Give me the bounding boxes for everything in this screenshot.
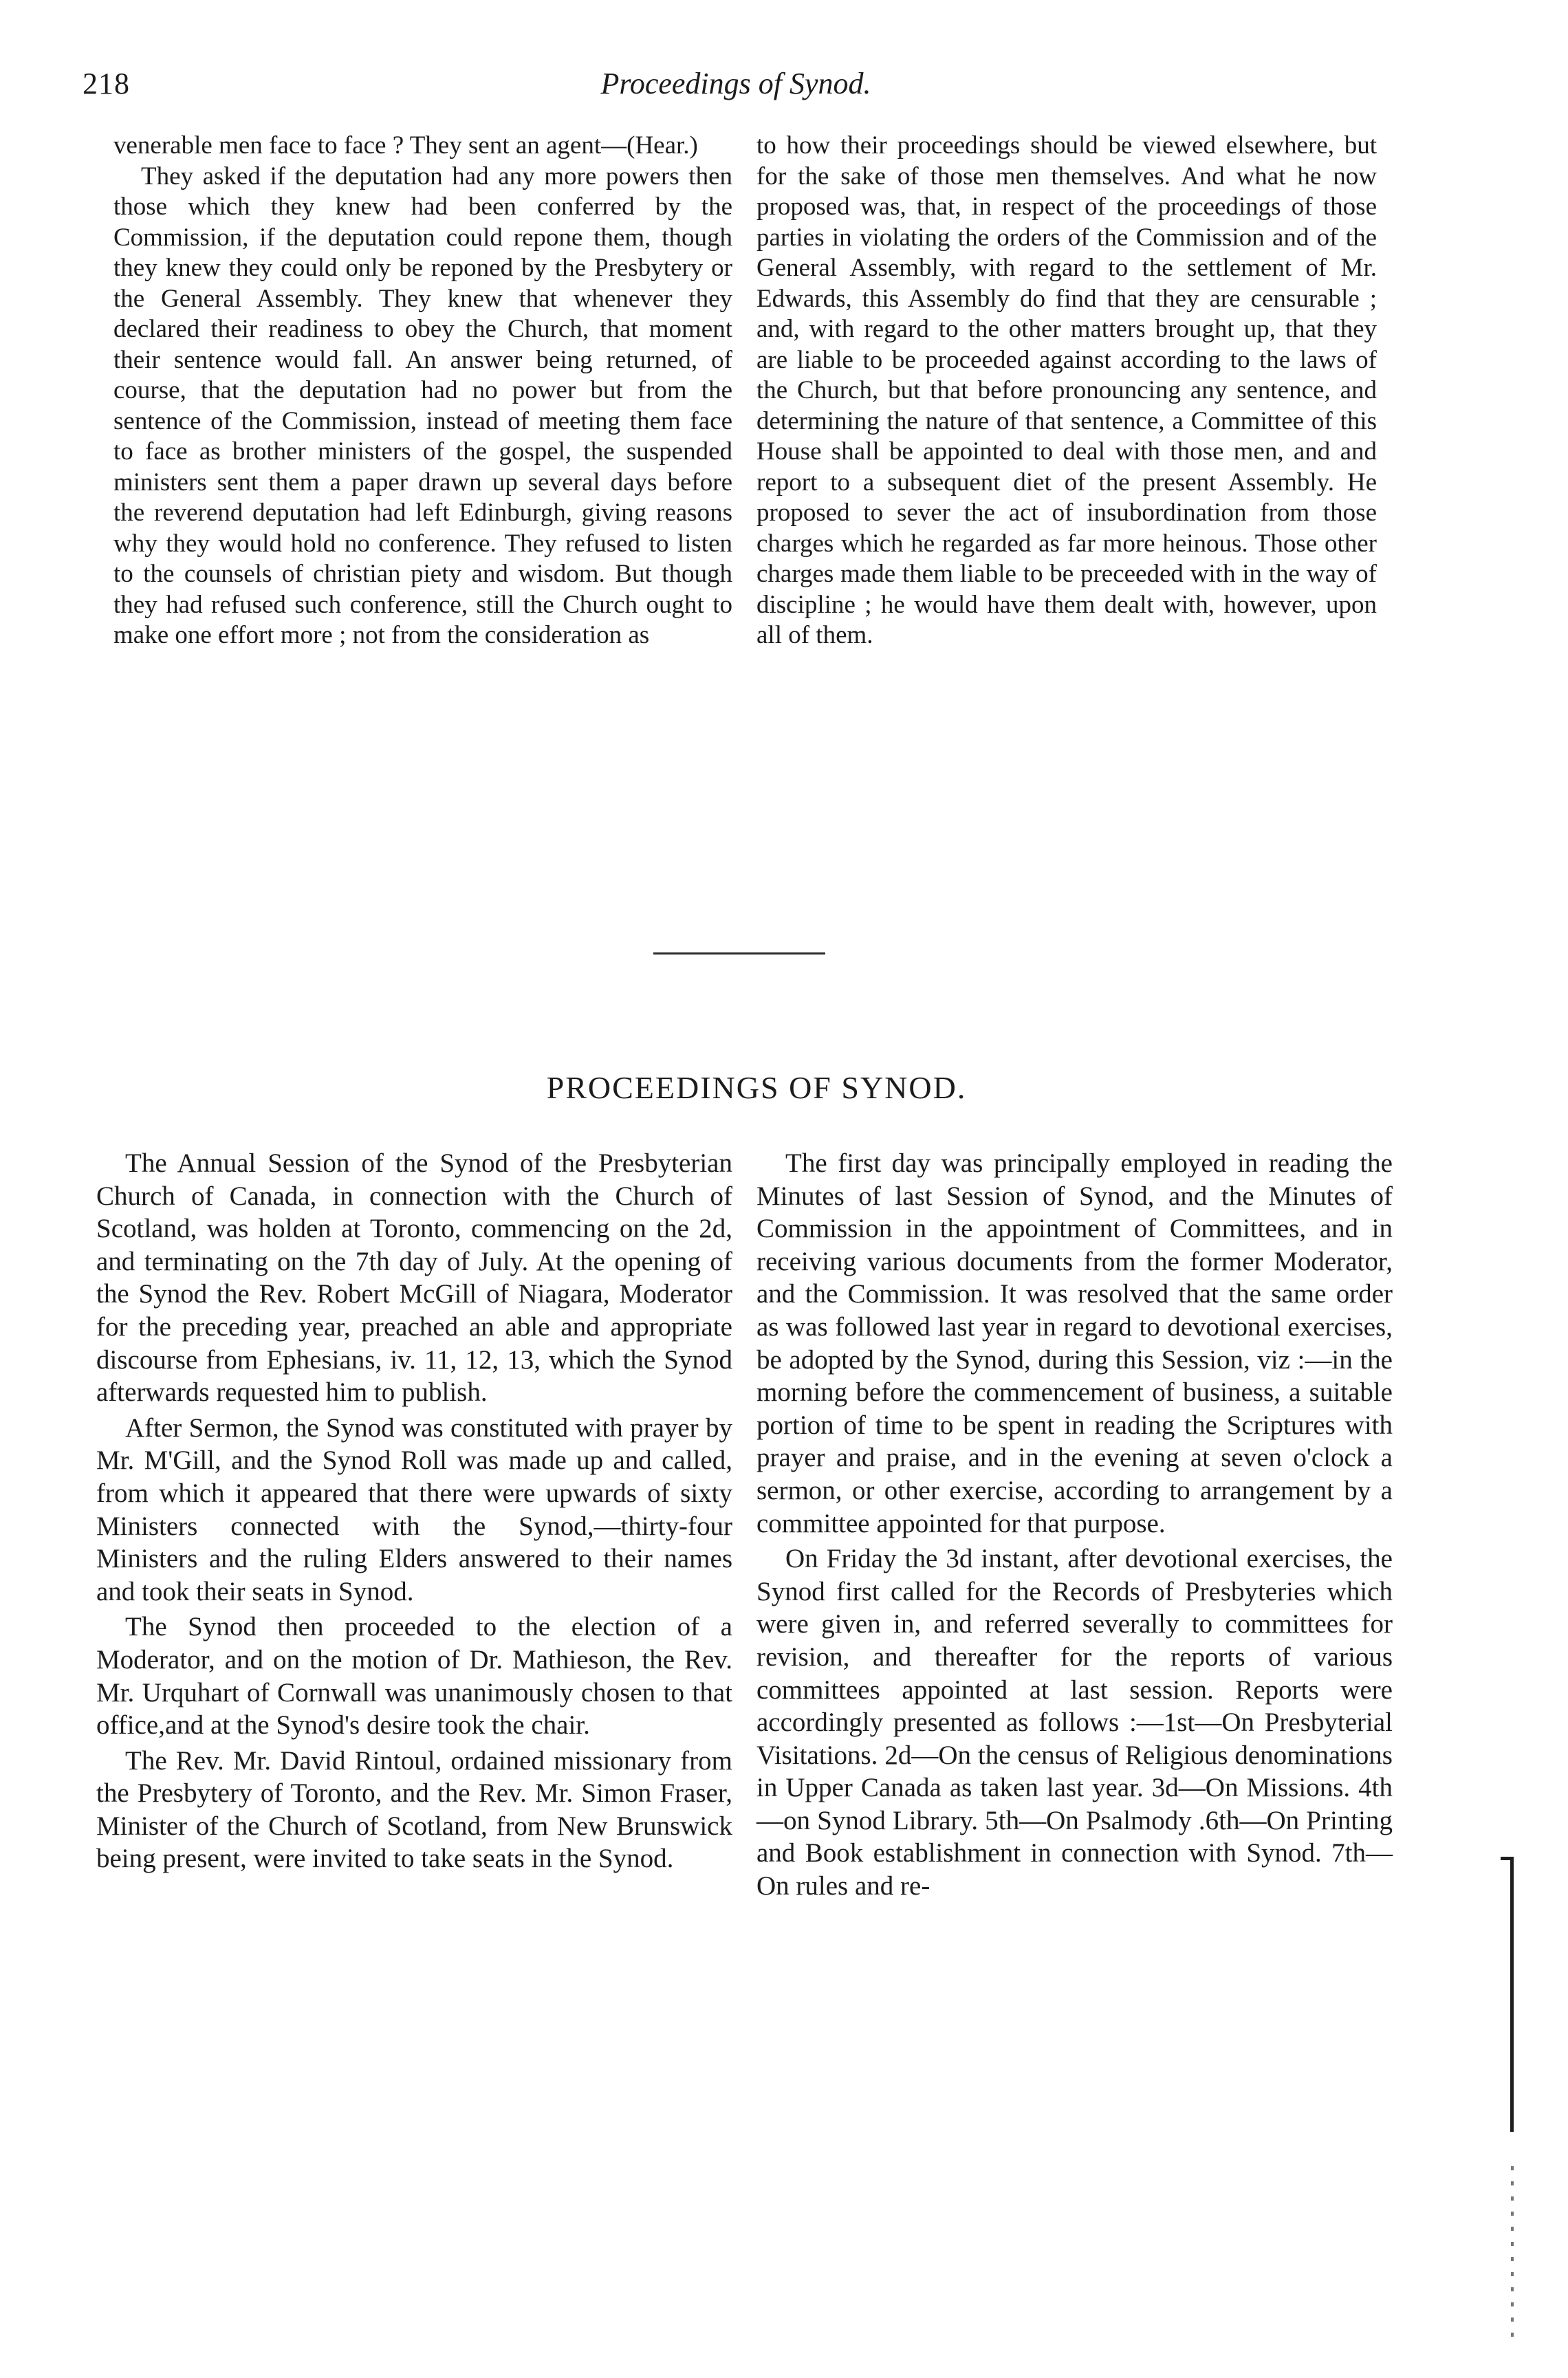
paragraph: The first day was principally employed in reading the Minutes of last Session of Synod, and the Minutes of Commission in the appointment of Committees, and in receiving various documents from the former Moderator, and the Commission. It was resolved that the same order as was followed last year in regard to devotional exercises, be adopted by the Synod, during this Session, viz :—in the morning before the commencement of business, a suitable portion of time to be spent in reading the Scriptures with prayer and praise, and in the evening at seven o'clock a sermon, or other exercise, according to arrangement by a committee appointed for that purpose. [756,1148,1393,1538]
section-heading: PROCEEDINGS OF SYNOD. [546,1070,967,1105]
paragraph: to how their proceedings should be viewed elsewhere, but for the sake of those men themselves. And what he now proposed was, that, in respect of the proceedings of those parties in violating the orders of the Commission and of the General Assembly, with regard to the settlement of Mr. Edwards, this Assembly do find that they are censurable ; and, with regard to the other matters brought up, that they are liable to be proceeded against according to the laws of the Church, but that before pronouncing any sentence, and determining the nature of that sentence, a Committee of this House shall be appointed to deal with those men, and and report to a subsequent diet of the present Assembly. He proposed to sever the act of insubordination from those charges which he regarded as far more heinous. Those other charges made them liable to be preceeded with in the way of discipline ; he would have them dealt with, however, upon all of them. [756,131,1377,649]
page-edge-specks [1511,2166,1514,2345]
paragraph: venerable men face to face ? They sent an agent—(Hear.) [113,131,698,160]
paragraph: They asked if the deputation had any more powers then those which they knew had been conferred by the Commission, if the deputation could repone them, though they knew they could only be reponed by the Presbytery or the General Assembly. They knew that whenever they declared their readiness to obey the Church, that moment their sentence would fall. An answer being returned, of course, that the deputation had no power but from the sentence of the Commission, instead of meeting them face to face as brother ministers of the gospel, the suspended ministers sent them a paper drawn up several days before the reverend deputation had left Edinburgh, giving reasons why they would hold no conference. They refused to listen to the counsels of christian piety and wisdom. But though they had refused such conference, still the Church ought to make one effort more ; not from the consideration as [113,162,732,649]
paragraph: The Annual Session of the Synod of the Presbyterian Church of Canada, in connection with the Church of Scotland, was holden at Toronto, commencing on the 2d, and terminating on the 7th day of July. At the opening of the Synod the Rev. Robert McGill of Niagara, Moderator for the preceding year, preached an able and appropriate discourse from Ephesians, iv. 11, 12, 13, which the Synod afterwards requested him to publish. [96,1148,732,1408]
bottom-left-column [96,1147,732,1875]
running-title: Proceedings of Synod. [600,67,871,100]
page-number: 218 [83,67,130,100]
running-header [83,66,1389,114]
bottom-right-column [756,1147,1393,1903]
section-divider [653,952,825,955]
paragraph: The Synod then proceeded to the election of a Moderator, and on the motion of Dr. Mathieson, the Rev. Mr. Urquhart of Cornwall was unanimously chosen to that office,and at the Synod's desire took the chair. [96,1612,732,1741]
top-right-column [756,131,1377,651]
paragraph: After Sermon, the Synod was constituted with prayer by Mr. M'Gill, and the Synod Roll was made up and called, from which it appeared that there were upwards of sixty Ministers connected with the Synod,—thirty-four Ministers and the ruling Elders answered to their names and took their seats in Synod. [96,1412,732,1606]
page-edge-mark [1510,1857,1514,2132]
top-left-column [113,131,732,651]
paragraph: The Rev. Mr. David Rintoul, ordained missionary from the Presbytery of Toronto, and the Rev. Mr. Simon Fraser, Minister of the Church of Scotland, from New Brunswick being present, were invited to take seats in the Synod. [96,1745,732,1874]
paragraph: On Friday the 3d instant, after devotional exercises, the Synod first called for the Records of Presbyteries which were given in, and referred severally to committees for revision, and thereafter for the reports of various committees appointed at last session. Reports were accordingly presented as follows :—1st—On Presbyterial Visitations. 2d—On the census of Religious denominations in Upper Canada as taken last year. 3d—On Missions. 4th—on Synod Library. 5th—On Psalmody .6th—On Printing and Book establishment in connection with Synod. 7th—On rules and re- [756,1544,1393,1901]
